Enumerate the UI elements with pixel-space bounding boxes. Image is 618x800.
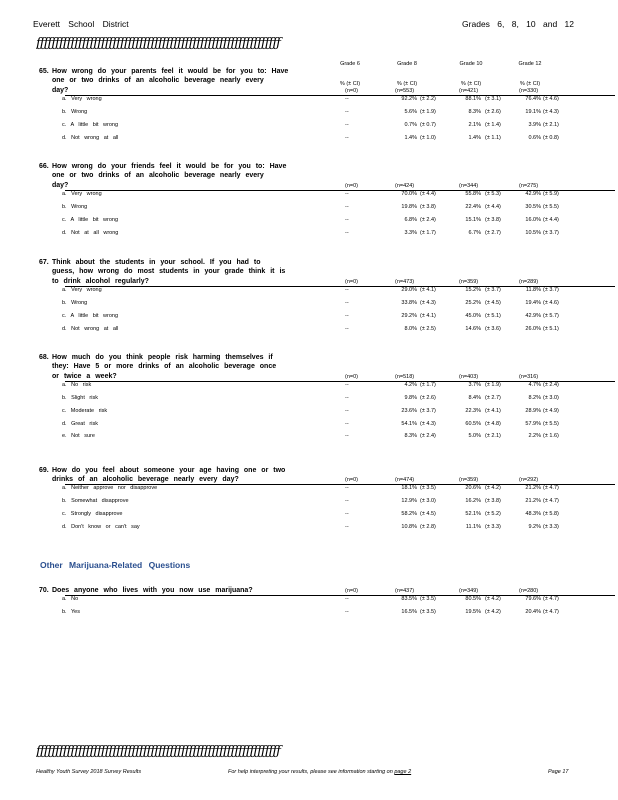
table-row (0, 485, 618, 495)
percent-value: 9.2% (528, 524, 541, 531)
percent-value: 21.2% (525, 498, 541, 505)
percent-value: 92.2% (401, 95, 417, 102)
confidence-interval: (± 2.7) (485, 229, 501, 236)
table-row (0, 313, 618, 323)
percent-value: 3.7% (468, 381, 481, 388)
confidence-interval: (± 4.3) (420, 299, 436, 306)
confidence-interval: (± 1.1) (485, 134, 501, 141)
question-text (39, 466, 322, 485)
table-row (0, 326, 618, 336)
column-subheader-pct-ci: % (± CI) (460, 81, 482, 87)
confidence-interval: (± 4.6) (543, 95, 559, 102)
grade-6-value: -- (345, 121, 349, 128)
sample-size: (n=344) (459, 182, 479, 189)
table-row (0, 382, 618, 392)
confidence-interval: (± 2.7) (485, 394, 501, 401)
question-text (39, 586, 322, 595)
table-row (0, 230, 618, 240)
percent-value: 42.9% (525, 312, 541, 319)
response-label: d. Don't know or can't say (62, 524, 140, 531)
sample-size: (n=473) (395, 278, 415, 285)
confidence-interval: (± 4.7) (543, 596, 559, 602)
sample-size: (n=359) (459, 477, 479, 484)
percent-value: 19.8% (401, 203, 417, 210)
sample-size: (n=0) (345, 88, 358, 94)
percent-value: 8.3% (468, 108, 481, 115)
percent-value: 3.3% (404, 229, 417, 236)
page-header-district: Everett School District (33, 19, 129, 29)
confidence-interval: (± 3.6) (485, 325, 501, 332)
sample-size: (n=0) (345, 477, 358, 484)
table-row (0, 300, 618, 310)
question-line: How much do you think people risk harming themselves if (52, 354, 273, 361)
table-row (0, 204, 618, 214)
percent-value: 60.5% (465, 420, 481, 427)
question-text (39, 162, 322, 190)
top-decorative-rule: ƒƒƒƒƒƒƒƒƒƒƒƒƒƒƒƒƒƒƒƒƒƒƒƒƒƒƒƒƒƒƒƒƒƒƒƒƒƒƒƒƒƒƒƒƒƒƒƒƒƒƒƒƒƒƒƒƒƒƒƒƒƒƒƒ (36, 37, 280, 51)
table-row (0, 498, 618, 508)
confidence-interval: (± 4.3) (420, 420, 436, 427)
confidence-interval: (± 2.1) (543, 121, 559, 128)
question-line: or twice a week? (52, 372, 117, 380)
sample-size: (n=424) (395, 182, 415, 189)
confidence-interval: (± 4.7) (543, 485, 559, 492)
confidence-interval: (± 3.3) (543, 524, 559, 531)
percent-value: 18.1% (401, 485, 417, 492)
confidence-interval: (± 2.4) (543, 381, 559, 388)
response-label: a. Very wrong (62, 286, 102, 293)
percent-value: 19.1% (525, 108, 541, 115)
grade-6-value: -- (345, 203, 349, 210)
response-label: d. Not wrong at all (62, 134, 119, 141)
percent-value: 8.2% (528, 394, 541, 401)
percent-value: 8.4% (468, 394, 481, 401)
grade-6-value: -- (345, 433, 349, 440)
question-text (39, 67, 322, 95)
table-row (0, 109, 618, 119)
confidence-interval: (± 5.7) (543, 312, 559, 319)
footer-survey-name: Healthy Youth Survey 2018 Survey Results (36, 769, 142, 775)
confidence-interval: (± 4.4) (485, 203, 501, 210)
column-header-grade-12: Grade 12 (518, 61, 542, 67)
confidence-interval: (± 2.2) (420, 95, 436, 102)
question-line: How wrong do your friends feel it would be for you to: Have (52, 163, 287, 170)
confidence-interval: (± 5.3) (485, 190, 501, 197)
percent-value: 48.3% (525, 511, 541, 518)
table-row (0, 122, 618, 132)
confidence-interval: (± 3.1) (485, 95, 501, 102)
question-line: Think about the students in your school. If you had to (52, 259, 261, 266)
confidence-interval: (± 5.5) (543, 420, 559, 427)
confidence-interval: (± 1.7) (420, 229, 436, 236)
percent-value: 3.9% (528, 121, 541, 128)
question-number: 70. (39, 587, 49, 594)
confidence-interval: (± 3.8) (485, 216, 501, 223)
confidence-interval: (± 1.4) (485, 121, 501, 128)
confidence-interval: (± 3.8) (420, 203, 436, 210)
percent-value: 11.8% (525, 286, 541, 293)
confidence-interval: (± 2.1) (485, 433, 501, 440)
grade-6-value: -- (345, 498, 349, 505)
table-row (0, 609, 618, 619)
percent-value: 12.9% (401, 498, 417, 505)
sample-size: (n=0) (345, 373, 358, 380)
confidence-interval: (± 4.9) (543, 407, 559, 414)
table-row (0, 96, 618, 106)
response-label: d. Not at all wrong (62, 229, 119, 236)
percent-value: 16.2% (465, 498, 481, 505)
percent-value: 4.7% (528, 381, 541, 388)
column-subheader-pct-ci: % (± CI) (519, 81, 541, 87)
question-line: one or two drinks of an alcoholic beverage nearly every (52, 172, 264, 180)
question-line: How do you feel about someone your age having one or two (52, 467, 286, 474)
confidence-interval: (± 4.2) (485, 608, 501, 615)
percent-value: 28.9% (525, 407, 541, 414)
question-line: Does anyone who lives with you now use marijuana? (52, 587, 253, 594)
table-row (0, 511, 618, 521)
confidence-interval: (± 4.7) (543, 608, 559, 615)
question-text (39, 353, 322, 381)
response-label: a. Neither approve nor disapprove (62, 485, 158, 492)
sample-size: (n=330) (519, 88, 539, 94)
confidence-interval: (± 4.3) (543, 108, 559, 115)
percent-value: 15.2% (465, 286, 481, 293)
confidence-interval: (± 5.5) (543, 203, 559, 210)
confidence-interval: (± 1.7) (420, 381, 436, 388)
percent-value: 79.6% (525, 596, 541, 602)
confidence-interval: (± 5.9) (543, 190, 559, 197)
percent-value: 0.7% (404, 121, 417, 128)
table-row (0, 596, 618, 606)
confidence-interval: (± 2.6) (485, 108, 501, 115)
confidence-interval: (± 4.2) (485, 596, 501, 602)
confidence-interval: (± 0.7) (420, 121, 436, 128)
percent-value: 5.0% (468, 433, 481, 440)
sample-size: (n=359) (459, 278, 479, 285)
question-number: 68. (39, 354, 49, 361)
table-row (0, 395, 618, 405)
grade-6-value: -- (345, 394, 349, 401)
confidence-interval: (± 2.8) (420, 524, 436, 531)
grade-6-value: -- (345, 407, 349, 414)
question-line: day? (52, 86, 69, 94)
percent-value: 9.8% (404, 394, 417, 401)
response-label: a. Very wrong (62, 190, 102, 197)
question-number: 65. (39, 68, 49, 75)
percent-value: 6.7% (468, 229, 481, 236)
sample-size: (n=553) (395, 88, 415, 94)
percent-value: 8.0% (404, 325, 417, 332)
percent-value: 23.6% (401, 407, 417, 414)
percent-value: 30.5% (525, 203, 541, 210)
confidence-interval: (± 0.8) (543, 134, 559, 141)
confidence-interval: (± 3.5) (420, 608, 436, 615)
response-label: c. A little bit wrong (62, 312, 119, 319)
question-line: drinks of an alcoholic beverage nearly every day? (52, 476, 239, 484)
percent-value: 22.4% (465, 203, 481, 210)
percent-value: 16.5% (401, 608, 417, 615)
sample-size: (n=0) (345, 278, 358, 285)
response-label: d. Great risk (62, 420, 98, 427)
response-label: b. Slight risk (62, 394, 98, 401)
percent-value: 8.3% (404, 433, 417, 440)
percent-value: 16.0% (525, 216, 541, 223)
percent-value: 58.2% (401, 511, 417, 518)
response-label: c. A little bit wrong (62, 216, 119, 223)
percent-value: 45.0% (465, 312, 481, 319)
confidence-interval: (± 1.0) (420, 134, 436, 141)
percent-value: 14.6% (465, 325, 481, 332)
grade-6-value: -- (345, 524, 349, 531)
percent-value: 42.9% (525, 190, 541, 197)
grade-6-value: -- (345, 299, 349, 306)
sample-size: (n=0) (345, 182, 358, 189)
table-row (0, 287, 618, 297)
column-subheader-pct-ci: % (± CI) (339, 81, 361, 87)
percent-value: 26.0% (525, 325, 541, 332)
confidence-interval: (± 4.2) (485, 485, 501, 492)
confidence-interval: (± 3.7) (420, 407, 436, 414)
grade-6-value: -- (345, 325, 349, 332)
sample-size: (n=474) (395, 477, 415, 484)
confidence-interval: (± 5.1) (543, 325, 559, 332)
confidence-interval: (± 2.4) (420, 433, 436, 440)
confidence-interval: (± 3.5) (420, 596, 436, 602)
grade-6-value: -- (345, 596, 349, 602)
percent-value: 20.6% (465, 485, 481, 492)
confidence-interval: (± 4.1) (420, 312, 436, 319)
confidence-interval: (± 4.4) (543, 216, 559, 223)
question-line: to drink alcohol regularly? (52, 277, 149, 285)
sample-size: (n=421) (459, 88, 479, 94)
question-line: they: Have 5 or more drinks of an alcoholic beverage once (52, 363, 277, 371)
column-header-grade-10: Grade 10 (459, 61, 483, 67)
confidence-interval: (± 3.0) (420, 498, 436, 505)
confidence-interval: (± 3.0) (543, 394, 559, 401)
grade-6-value: -- (345, 420, 349, 427)
percent-value: 1.4% (404, 134, 417, 141)
question-number: 69. (39, 467, 49, 474)
percent-value: 0.6% (528, 134, 541, 141)
confidence-interval: (± 1.9) (485, 381, 501, 388)
page-header-grades: Grades 6, 8, 10 and 12 (462, 19, 574, 29)
percent-value: 6.8% (404, 216, 417, 223)
confidence-interval: (± 3.7) (543, 229, 559, 236)
grade-6-value: -- (345, 286, 349, 293)
question-number: 66. (39, 163, 49, 170)
grade-6-value: -- (345, 134, 349, 141)
confidence-interval: (± 4.1) (420, 286, 436, 293)
confidence-interval: (± 3.7) (485, 286, 501, 293)
percent-value: 83.5% (401, 596, 417, 602)
sample-size: (n=437) (395, 588, 415, 594)
question-line: day? (52, 181, 69, 189)
table-row (0, 191, 618, 201)
confidence-interval: (± 1.6) (543, 433, 559, 440)
section-title: Other Marijuana-Related Questions (40, 560, 191, 570)
confidence-interval: (± 4.5) (485, 299, 501, 306)
percent-value: 21.2% (525, 485, 541, 492)
bottom-decorative-rule: ƒƒƒƒƒƒƒƒƒƒƒƒƒƒƒƒƒƒƒƒƒƒƒƒƒƒƒƒƒƒƒƒƒƒƒƒƒƒƒƒƒƒƒƒƒƒƒƒƒƒƒƒƒƒƒƒƒƒƒƒƒƒƒƒ (36, 745, 280, 759)
percent-value: 19.4% (525, 299, 541, 306)
table-row (0, 135, 618, 145)
confidence-interval: (± 4.5) (420, 511, 436, 518)
response-label: b. Yes (62, 608, 80, 615)
response-label: a. No (62, 596, 79, 602)
percent-value: 80.5% (465, 596, 481, 602)
confidence-interval: (± 3.5) (420, 485, 436, 492)
confidence-interval: (± 4.7) (543, 498, 559, 505)
percent-value: 29.0% (401, 286, 417, 293)
percent-value: 1.4% (468, 134, 481, 141)
grade-6-value: -- (345, 381, 349, 388)
response-label: c. Strongly disapprove (62, 511, 123, 518)
percent-value: 29.2% (401, 312, 417, 319)
percent-value: 52.1% (465, 511, 481, 518)
confidence-interval: (± 2.4) (420, 216, 436, 223)
sample-size: (n=518) (395, 373, 415, 380)
sample-size: (n=316) (519, 373, 539, 380)
confidence-interval: (± 4.4) (420, 190, 436, 197)
confidence-interval: (± 3.3) (485, 524, 501, 531)
percent-value: 88.1% (465, 95, 481, 102)
footer-page-link[interactable]: page 2 (394, 769, 412, 775)
column-header-grade-8: Grade 8 (397, 61, 417, 67)
percent-value: 25.2% (465, 299, 481, 306)
question-line: How wrong do your parents feel it would be for you to: Have (52, 68, 289, 75)
percent-value: 54.1% (401, 420, 417, 427)
response-label: b. Wrong (62, 203, 88, 210)
percent-value: 22.3% (465, 407, 481, 414)
response-label: e. Not sure (62, 433, 95, 440)
response-label: d. Not wrong at all (62, 325, 119, 332)
percent-value: 11.1% (465, 524, 481, 531)
footer-page-number: Page 17 (548, 769, 569, 775)
percent-value: 4.2% (404, 381, 417, 388)
percent-value: 10.5% (525, 229, 541, 236)
sample-size: (n=0) (345, 588, 358, 594)
percent-value: 57.9% (525, 420, 541, 427)
grade-6-value: -- (345, 108, 349, 115)
sample-size: (n=280) (519, 588, 539, 594)
column-header-grade-6: Grade 6 (340, 61, 360, 67)
response-label: a. Very wrong (62, 95, 102, 102)
confidence-interval: (± 5.1) (485, 312, 501, 319)
sample-size: (n=289) (519, 278, 539, 285)
grade-6-value: -- (345, 485, 349, 492)
grade-6-value: -- (345, 190, 349, 197)
grade-6-value: -- (345, 216, 349, 223)
confidence-interval: (± 5.8) (543, 511, 559, 518)
question-text (39, 258, 322, 286)
response-label: b. Wrong (62, 108, 88, 115)
percent-value: 76.4% (525, 95, 541, 102)
table-row (0, 217, 618, 227)
percent-value: 19.5% (465, 608, 481, 615)
footer-help-sentence: For help interpreting your results, please see information starting on (228, 769, 393, 775)
footer-help-text (228, 769, 411, 775)
grade-6-value: -- (345, 229, 349, 236)
grade-6-value: -- (345, 95, 349, 102)
response-label: c. A little bit wrong (62, 121, 119, 128)
column-subheader-pct-ci: % (± CI) (396, 81, 418, 87)
percent-value: 55.8% (465, 190, 481, 197)
sample-size: (n=403) (459, 373, 479, 380)
response-label: c. Moderate risk (62, 407, 108, 414)
response-label: a. No risk (62, 381, 92, 388)
confidence-interval: (± 3.7) (543, 286, 559, 293)
confidence-interval: (± 4.1) (485, 407, 501, 414)
percent-value: 33.8% (401, 299, 417, 306)
grade-6-value: -- (345, 511, 349, 518)
response-label: b. Somewhat disapprove (62, 498, 129, 505)
percent-value: 10.8% (401, 524, 417, 531)
confidence-interval: (± 5.2) (485, 511, 501, 518)
confidence-interval: (± 4.6) (543, 299, 559, 306)
question-line: guess, how wrong do most students in your grade think it is (52, 268, 286, 276)
confidence-interval: (± 1.9) (420, 108, 436, 115)
confidence-interval: (± 2.5) (420, 325, 436, 332)
grade-6-value: -- (345, 312, 349, 319)
question-line: one or two drinks of an alcoholic beverage nearly every (52, 77, 264, 85)
confidence-interval: (± 3.8) (485, 498, 501, 505)
sample-size: (n=275) (519, 182, 539, 189)
grade-6-value: -- (345, 608, 349, 615)
percent-value: 15.1% (465, 216, 481, 223)
percent-value: 2.2% (528, 433, 541, 440)
percent-value: 5.6% (404, 108, 417, 115)
percent-value: 70.0% (401, 190, 417, 197)
sample-size: (n=349) (459, 588, 479, 594)
sample-size: (n=292) (519, 477, 539, 484)
table-row (0, 421, 618, 431)
response-label: b. Wrong (62, 299, 88, 306)
table-row (0, 433, 618, 443)
confidence-interval: (± 4.8) (485, 420, 501, 427)
percent-value: 20.4% (525, 608, 541, 615)
question-number: 67. (39, 259, 49, 266)
percent-value: 2.1% (468, 121, 481, 128)
table-row (0, 408, 618, 418)
confidence-interval: (± 2.6) (420, 394, 436, 401)
table-row (0, 524, 618, 534)
